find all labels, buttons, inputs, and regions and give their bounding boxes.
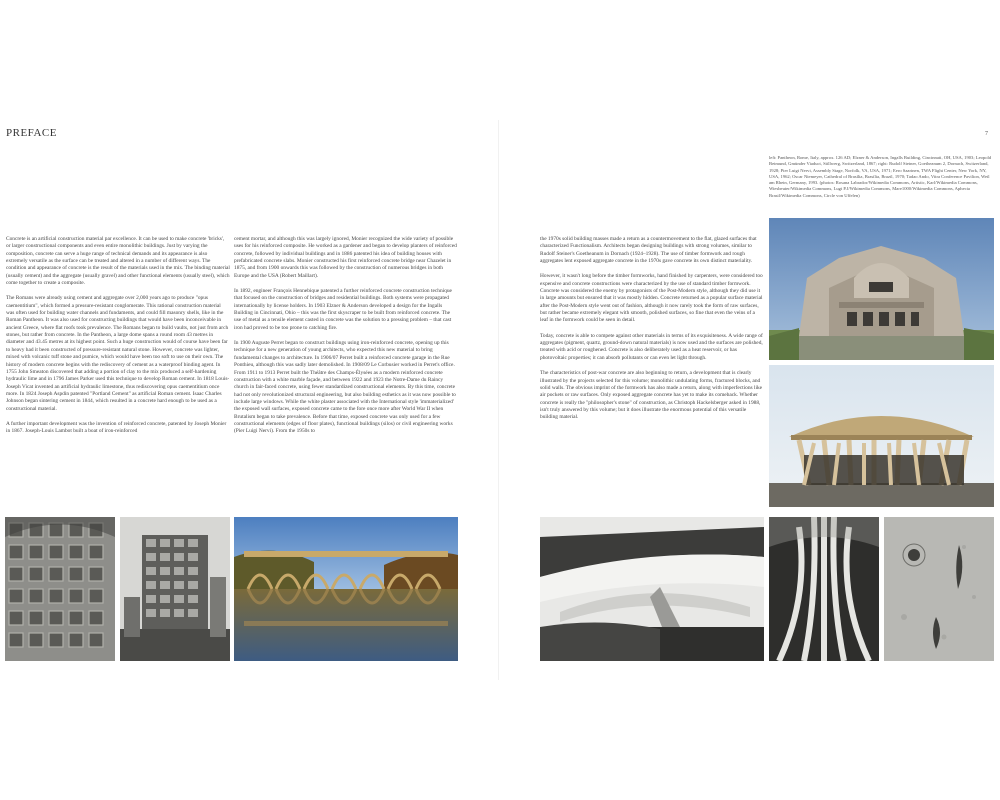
photo-twa-flight-center [540,517,764,661]
paragraph: However, it wasn't long before the timber formworks, hand finished by carpenters, were considered too expensive and concrete constructions were characterized by the use of standard timber formwork. Concrete was considered the enemy by protagonists of the Post-Modern style, although they did use it in large amounts but ensured that it was mostly hidden. Concrete returned as a popular surface material after the Post-Modern style went out of fashion, although it now rarely took the form of raw surfaces, but rather became extremely elegant with smooth, polished surfaces, so fine that even the veins of a leaf in the formwork could be seen in detail. [540,273,763,324]
text-column-2 [234,236,458,444]
paragraph: Concrete is an artificial construction material par excellence. It can be used to make concrete 'bricks', or larger constructional components and even entire monolithic buildings. Just by varying the composition, concrete can serve a huge range of technical demands and its appearance is also extremely versatile as the surface can be treated and altered in a number of different ways. The condition and appearance of concrete is the result of the materials used in the mix. The binding material (usually cement) and the aggregate (usually gravel) and other functional elements (usually steel), which come together to create a composite. [6,236,230,287]
paragraph: the 1970s solid building masses made a return as a countermovement to the flat, glazed surfaces that characterized Functionalism. Architects began designing buildings with strong volumes, similar to Rudolf Steiner's Goetheanum in Dornach (1924–1928). The use of timber formwork and rough aggregates lent exposed aggregate concrete in the 1970s gave concrete its own distinct materiality. [540,236,757,265]
page-gutter [498,120,499,680]
photo-goetheanum [769,218,994,360]
photo-ingalls-building [120,517,230,661]
photo-concrete-texture [884,517,994,661]
paragraph: In 1900 Auguste Perret began to construct buildings using iron-reinforced concrete, opening up this technique for a new generation of young architects, who expected this new material to bring fundamental changes to architecture. In 1906/07 Perret built a reinforced concrete garage in the Rue Ponthieu, although this was sadly later demolished. In 1908/09 Le Corbusier worked in Perret's office. From 1911 to 1913 Perret built the Théâtre des Champs-Élysées as a modern reinforced concrete construction with a white marble façade, and between 1922 and 1923 the Notre-Dame du Raincy church in fair-faced concrete, using fewer standardized constructional elements. By this time, concrete had not only revolutionized structural engineering, but also building esthetics as it was now possible to include large windows. While the white plaster associated with the International style 'immaterialized' the exposed wall surfaces, exposed concrete came to the fore once more after World War II when Brutalism began to take prevalence. Before that time, exposed concrete was only used for a few constructional elements (edges of floor plates), functional buildings (silos) or civil engineering works (Pier Luigi Nervi). From the 1950s to [234,340,456,435]
paragraph: In 1892, engineer François Hennebique patented a further reinforced concrete construction technique that focused on the construction of bridges and residential buildings. Both systems were propagated internationally by license holders. In 1903 Elzner & Anderson developed a design for the Ingalls Building in Cincinnati, Ohio – this was the first skyscraper to be built from reinforced concrete. The use of metal as a tensile element casted in concrete was the solution to a pressing problem – that cast iron had proved to be too prone to catching fire. [234,288,452,331]
paragraph: The Romans were already using cement and aggregate over 2,000 years ago to produce "opus caementitium", which formed a pressure-resistant conglomerate. This rational construction material was often used for building water channels and fundaments, and could fill masonry shells, like in the Roman Pantheon. It was also used for constructing buildings that would have been inconceivable in ancient Greece, where flat roofs took prevalence. The Romans began to build vaults, not just from arch stones, but rather from concrete. In the Pantheon, a large dome spans a round room 43 metres in diameter and 43.45 metres at its highest point. Such a huge construction would of course have been far to heavy had it been constructed of pressure-resistant natural stone. However, concrete was lighter, mixed with volcanic tuff stone and pumice, which would have been too soft to use on their own. The history of modern concrete begins with the rediscovery of cement as a waterproof binding agent. In 1755 John Smeaton discovered that adding a portion of clay to the mix produced a self-hardening hydraulic lime and in 1796 James Parker used this technique to develop Roman cement. In 1818 Louis-Joseph Vicat invented an artificial hydraulic limestone, thus rediscovering opus caementitium once more. In 1824 Joseph Aspdin patented "Portland Cement" as artificial Roman cement. Isaac Charles Johnson began sintering cement in 1844, which resulted in a concrete hard enough to be used as a constructional material. [6,295,230,412]
text-column-1 [6,236,230,444]
paragraph: Today, concrete is able to compete against other materials in terms of its exquisiteness. A wide range of aggregates (pigment, quartz, ground-down natural materials) is now used and the surfaces are polished, treated with acid or roughened. Concrete is also deliberately used as a heat reservoir, or has photovoltaic properties; it can absorb pollutants or can even let light through. [540,332,763,361]
paragraph: A further important development was the invention of reinforced concrete, patented by Joseph Monier in 1867. Joseph-Louis Lambot built a boat of iron-reinforced [6,420,227,435]
text-column-3 [540,236,764,430]
photo-viaduct [234,517,458,661]
paragraph: cement mortar, and although this was largely ignored, Monier recognized the wide variety of possible uses for his reinforced composite. He worked as a gardener and began to develop planters of reinforced concrete, followed by individual buildings and in 1886 patented his idea of building houses with prefabricated concrete slabs. Monier constructed his first reinforced concrete bridge near Chazelet in 1875, and from 1900 onwards this was followed by the construction of numerous bridges in both Europe and the USA (Robert Maillart). [234,236,457,279]
page-number: 7 [985,131,988,137]
page-title: PREFACE [6,127,57,139]
photo-caption: left: Pantheon, Rome, Italy, approx. 126 AD; Elzner & Anderson, Ingalls Building, Cincinnati, OH, USA, 1903; Leopold Beimund, Gmünder Viaduct, Stillwerg, Switzerland, 1867; right: Rudolf Steiner, Goetheanum 2, Dornach, Switzerland, 1928; Pier Luigi Nervi, Assembly Stage, Norfolk, VA, USA, 1971; Eero Saarinen, TWA Flight Center, New York, NY, USA, 1962; Oscar Niemeyer, Cathedral of Brasília, Brasília, Brazil, 1970; Tadao Ando, Vitra Conference Pavilion, Weil am Rhein, Germany, 1993. (photos: Rosana Labrador/Wikimedia Commons, Artistic, Karl/Wikimedia Commons, Wiesbeuter/Wikimedia Commons, Lugi P.J/Wikimedia Commons, Mare1000/Wikimedia Commons, Aphecia Brasil/Wikimedia Commons, Circle von Uffelen) [769,155,992,198]
photo-brasilia-cathedral [769,517,879,661]
paragraph: The characteristics of post-war concrete are also beginning to return, a development that is clearly illustrated by the projects selected for this volume; monolithic undulating forms, fractured blocks, and solid walls. The obvious imprint of the formwork has also made a return, along with imperfections like air pockets or raw surfaces. Only exposed aggregate concrete has yet to make its comeback. Whether concrete is really the "philosopher's stone" of construction, as Christoph Hackelsberger asked in 1988, isn't truly answered by this volume; but it does illustrate the enormous potential of this versatile building material. [540,370,763,421]
photo-pantheon [5,517,115,661]
photo-assembly-hall [769,365,994,507]
